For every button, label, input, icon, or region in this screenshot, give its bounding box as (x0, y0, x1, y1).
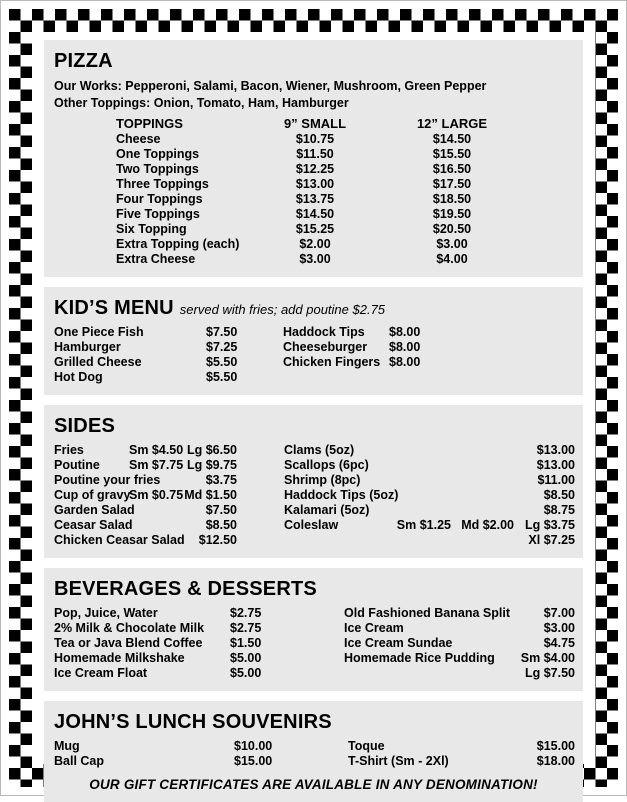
item-price-size2: Lg $6.50 (186, 443, 237, 457)
price-small: $3.00 (299, 252, 331, 266)
item-name: Six Topping (116, 222, 187, 236)
item-price: $5.00 (230, 666, 262, 680)
price-small: $2.00 (299, 237, 331, 251)
item-price: $2.75 (230, 621, 262, 635)
menu-row (284, 443, 575, 458)
section-sides (44, 405, 583, 558)
pizza-row (116, 132, 575, 147)
pizza-row (116, 207, 575, 222)
kids-menu-title-text: KID’S MENU (54, 297, 174, 319)
souvenirs-left-column (54, 739, 294, 769)
item-name: Homemade Rice Pudding (344, 651, 495, 665)
item-price-size1 (129, 518, 182, 533)
menu-row (344, 606, 575, 621)
item-price-size2: Md $2.00 (461, 518, 514, 532)
item-price-size1 (129, 503, 182, 518)
item-name: T-Shirt (Sm - 2Xl) (348, 754, 449, 768)
item-name: Poutine (54, 458, 100, 472)
item-name: Pop, Juice, Water (54, 606, 158, 620)
item-name: Garden Salad (54, 503, 135, 517)
beverages-desserts-title: BEVERAGES & DESSERTS (54, 578, 317, 600)
price-large: $4.00 (436, 252, 468, 266)
item-price-size2: $7.50 (205, 503, 237, 517)
item-name: Chicken Ceasar Salad (54, 533, 185, 547)
pizza-row (116, 162, 575, 177)
pizza-row (116, 222, 575, 237)
item-price-size3: Xl $7.25 (528, 533, 575, 547)
menu-row (348, 739, 575, 754)
item-price-size1: Sm $1.25 (396, 518, 451, 532)
pizza-row (116, 252, 575, 267)
item-name: Scallops (6pc) (284, 458, 369, 472)
kids-menu-subtitle: served with fries; add poutine $2.75 (179, 302, 386, 317)
item-price: $5.50 (206, 355, 238, 369)
item-name: Ceasar Salad (54, 518, 133, 532)
pizza-row (116, 192, 575, 207)
price-large: $15.50 (432, 147, 472, 161)
item-name: Homemade Milkshake (54, 651, 185, 665)
item-name: One Piece Fish (54, 325, 144, 339)
price-small: $13.00 (295, 177, 335, 191)
item-name: Ice Cream Float (54, 666, 148, 680)
column-header-toppings: TOPPINGS (116, 116, 183, 131)
item-name: Ice Cream Sundae (344, 636, 453, 650)
price-small: $10.75 (295, 132, 335, 146)
menu-row (54, 458, 237, 473)
menu-row (348, 754, 575, 769)
menu-row (54, 754, 294, 769)
item-price: $15.00 (234, 754, 273, 768)
item-price: Lg $7.50 (524, 666, 575, 680)
item-price-size3: $8.50 (543, 488, 575, 502)
item-name: Grilled Cheese (54, 355, 142, 369)
item-price: $18.00 (536, 754, 575, 768)
menu-row (54, 651, 290, 666)
item-name: Extra Topping (each) (116, 237, 240, 251)
item-name: Poutine your fries (54, 473, 161, 487)
menu-row (283, 340, 575, 355)
pizza-title: PIZZA (54, 50, 113, 72)
kids-menu-title (54, 297, 575, 320)
item-price-size2 (451, 503, 514, 518)
menu-row (344, 636, 575, 651)
menu-row (54, 739, 294, 754)
item-price-size2 (451, 488, 514, 503)
kids-menu-left-column (54, 325, 283, 385)
beverages-left-column (54, 606, 290, 681)
sides-title: SIDES (54, 415, 116, 437)
desserts-right-column (344, 606, 575, 681)
pizza-price-table (116, 116, 575, 267)
menu-row (54, 518, 237, 533)
menu-row (284, 518, 575, 533)
item-name: Clams (5oz) (284, 443, 355, 457)
item-price: $8.00 (389, 355, 421, 369)
item-price-size3: $11.00 (537, 473, 575, 487)
menu-row (284, 458, 575, 473)
item-price-size3: Lg $3.75 (524, 518, 575, 532)
sides-right-column (284, 443, 575, 548)
item-price-size1 (129, 533, 182, 548)
menu-row (284, 503, 575, 518)
item-price: $5.00 (230, 651, 262, 665)
item-name: Ice Cream (344, 621, 404, 635)
price-large: $18.50 (432, 192, 472, 206)
item-price-size2 (451, 473, 514, 488)
item-price-size3: $13.00 (536, 458, 575, 472)
item-name: Old Fashioned Banana Split (344, 606, 510, 620)
item-price: $1.50 (230, 636, 262, 650)
item-name: Three Toppings (116, 177, 209, 191)
item-price: $10.00 (234, 739, 273, 753)
item-name: Haddock Tips (5oz) (284, 488, 399, 502)
item-price-size2: Md $1.50 (184, 488, 237, 502)
gift-certificates-line: OUR GIFT CERTIFICATES ARE AVAILABLE IN ANY DENOMINATION! (89, 777, 538, 792)
item-price: $8.00 (389, 340, 421, 354)
item-name: Coleslaw (284, 518, 339, 532)
item-name: Hot Dog (54, 370, 103, 384)
price-large: $17.50 (432, 177, 472, 191)
price-small: $12.25 (295, 162, 335, 176)
item-name: Cheese (116, 132, 161, 146)
item-name: 2% Milk & Chocolate Milk (54, 621, 205, 635)
price-small: $11.50 (296, 147, 334, 161)
item-price: $5.50 (206, 370, 238, 384)
menu-row (54, 355, 283, 370)
item-name: Cup of gravy (54, 488, 131, 502)
section-kids-menu (44, 287, 583, 395)
item-price-size2: Lg $9.75 (186, 458, 237, 472)
column-header-large: 12” LARGE (416, 116, 488, 131)
kids-menu-right-column (283, 325, 575, 385)
item-name: Five Toppings (116, 207, 200, 221)
menu-row (54, 443, 237, 458)
item-name: One Toppings (116, 147, 200, 161)
item-price-size2 (451, 533, 514, 548)
price-small: $14.50 (295, 207, 335, 221)
pizza-other-toppings: Other Toppings: Onion, Tomato, Ham, Hamburger (54, 96, 349, 110)
item-price: $8.00 (389, 325, 421, 339)
price-large: $19.50 (432, 207, 472, 221)
price-small: $15.25 (295, 222, 335, 236)
price-large: $16.50 (432, 162, 472, 176)
souvenirs-title: JOHN’S LUNCH SOUVENIRS (54, 711, 332, 733)
item-price-size1 (374, 458, 451, 473)
section-beverages-desserts (44, 568, 583, 691)
item-name: Hamburger (54, 340, 121, 354)
menu-row (54, 370, 283, 385)
item-price-size2 (451, 458, 514, 473)
item-price: $3.00 (543, 621, 575, 635)
item-price: $7.00 (543, 606, 575, 620)
item-price-size1: Sm $7.75 (129, 458, 184, 472)
item-price: $15.00 (536, 739, 575, 753)
item-price-size1 (374, 473, 451, 488)
item-name: Kalamari (5oz) (284, 503, 370, 517)
menu-row (284, 488, 575, 503)
item-name: Cheeseburger (283, 340, 368, 354)
pizza-table-header (116, 116, 575, 131)
item-price: $2.75 (230, 606, 262, 620)
menu-row (54, 666, 290, 681)
item-name: Haddock Tips (283, 325, 365, 339)
item-price-size1 (374, 488, 451, 503)
item-price-size1 (374, 443, 451, 458)
section-souvenirs (44, 701, 583, 802)
item-name: Extra Cheese (116, 252, 196, 266)
price-large: $20.50 (432, 222, 472, 236)
menu-row (344, 651, 575, 666)
item-price-size1 (374, 533, 451, 548)
item-price-size2: $3.75 (205, 473, 237, 487)
item-name (344, 666, 510, 681)
item-price-size3: $13.00 (536, 443, 575, 457)
menu-row (54, 488, 237, 503)
item-price-size1 (129, 473, 182, 488)
menu-row (284, 473, 575, 488)
pizza-row (116, 147, 575, 162)
item-name: Chicken Fingers (283, 355, 381, 369)
item-price-size2 (451, 443, 514, 458)
menu-row (54, 533, 237, 548)
menu-row (54, 325, 283, 340)
column-header-small: 9” SMALL (283, 116, 347, 131)
pizza-our-works: Our Works: Pepperoni, Salami, Bacon, Wiener, Mushroom, Green Pepper (54, 79, 487, 93)
item-name: Mug (54, 739, 80, 753)
souvenirs-right-column (348, 739, 575, 769)
item-price-size2: $12.50 (198, 533, 237, 547)
item-name: Shrimp (8pc) (284, 473, 361, 487)
item-name: Ball Cap (54, 754, 105, 768)
section-pizza (44, 40, 583, 277)
menu-content (32, 32, 595, 792)
item-price: $7.50 (206, 325, 238, 339)
sides-left-column (54, 443, 237, 548)
item-name: Fries (54, 443, 84, 457)
menu-row (344, 666, 575, 681)
item-price: $4.75 (543, 636, 575, 650)
item-name: Four Toppings (116, 192, 203, 206)
item-name: Two Toppings (116, 162, 199, 176)
menu-row (284, 533, 575, 548)
menu-row (54, 340, 283, 355)
pizza-row (116, 237, 575, 252)
price-large: $14.50 (432, 132, 472, 146)
item-price-size1: Sm $0.75 (129, 488, 184, 502)
item-name (284, 533, 374, 548)
item-price-size1 (374, 503, 451, 518)
menu-row (344, 621, 575, 636)
item-price-size3: $8.75 (543, 503, 575, 517)
item-name: Tea or Java Blend Coffee (54, 636, 203, 650)
price-small: $13.75 (295, 192, 335, 206)
item-name: Toque (348, 739, 385, 753)
menu-row (54, 503, 237, 518)
menu-row (283, 325, 575, 340)
menu-row (283, 355, 575, 370)
menu-row (54, 606, 290, 621)
menu-row (54, 473, 237, 488)
item-price: Sm $4.00 (520, 651, 575, 665)
checkered-border (9, 9, 618, 792)
price-large: $3.00 (436, 237, 468, 251)
item-price: $7.25 (206, 340, 238, 354)
menu-row (54, 621, 290, 636)
item-price-size1: Sm $4.50 (129, 443, 184, 457)
item-price-size2: $8.50 (205, 518, 237, 532)
menu-row (54, 636, 290, 651)
pizza-row (116, 177, 575, 192)
